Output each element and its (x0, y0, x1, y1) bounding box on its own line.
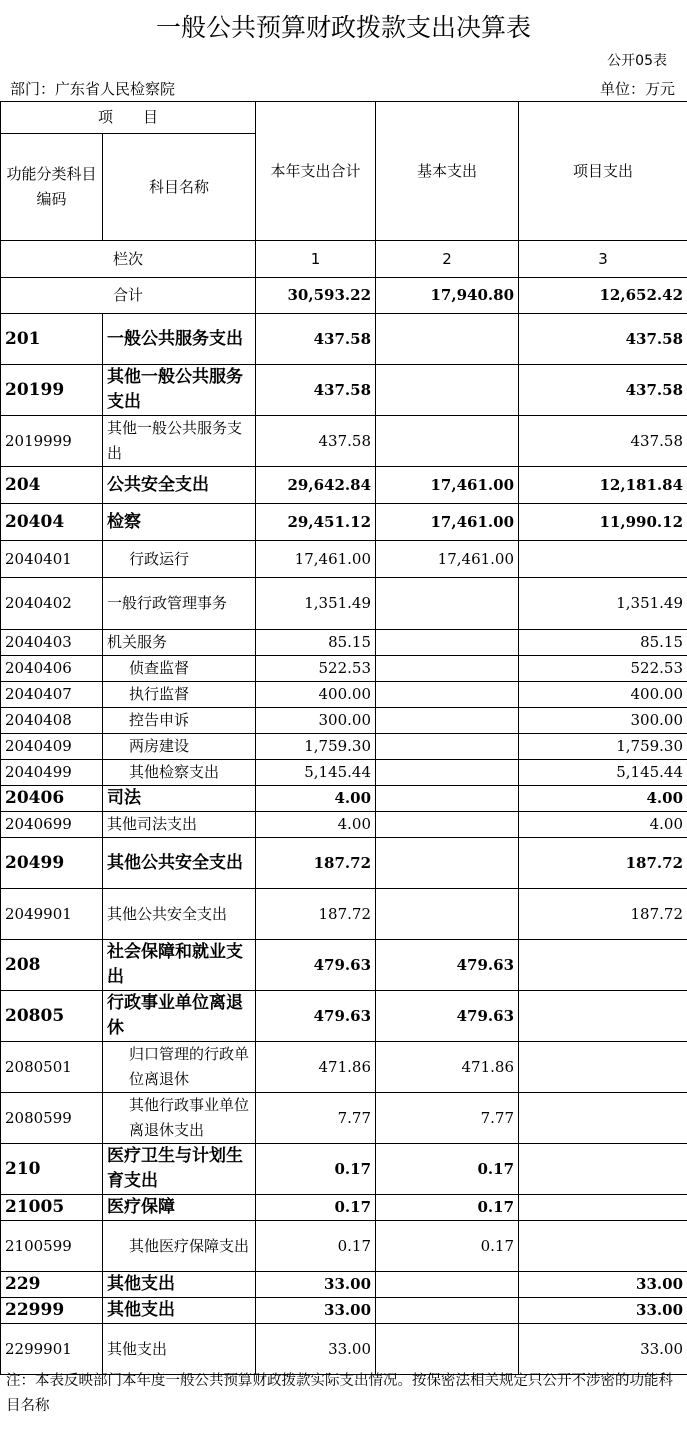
cell-project: 11,990.12 (519, 504, 687, 541)
cell-total: 187.72 (256, 889, 376, 940)
unit-label: 单位：万元 (599, 80, 675, 98)
cell-subject-name: 一般行政管理事务 (103, 578, 256, 630)
cell-code: 22999 (1, 1298, 103, 1324)
cell-basic: 17,461.00 (376, 467, 519, 504)
cell-basic (376, 682, 519, 708)
cell-code: 2040401 (1, 541, 103, 578)
cell-basic (376, 1324, 519, 1375)
cell-code: 229 (1, 1272, 103, 1298)
table-row (1, 889, 687, 940)
cell-code: 2080599 (1, 1093, 103, 1144)
cell-code: 20805 (1, 991, 103, 1042)
page-title: 一般公共预算财政拨款支出决算表 (155, 13, 531, 42)
cell-project: 33.00 (519, 1324, 687, 1375)
cell-total: 187.72 (256, 838, 376, 889)
sum-label: 合计 (1, 278, 256, 314)
header-project-expense: 项目支出 (519, 102, 687, 241)
cell-project (519, 1144, 687, 1195)
cell-basic (376, 416, 519, 467)
cell-subject-name: 一般公共服务支出 (103, 314, 256, 365)
cell-code: 21005 (1, 1195, 103, 1221)
cell-total: 300.00 (256, 708, 376, 734)
header-basic: 基本支出 (376, 102, 519, 241)
cell-basic (376, 786, 519, 812)
cell-subject-name: 医疗卫生与计划生育支出 (103, 1144, 256, 1195)
table-row (1, 416, 687, 467)
cell-total: 4.00 (256, 786, 376, 812)
cell-total: 5,145.44 (256, 760, 376, 786)
cell-code: 2040406 (1, 656, 103, 682)
department-label: 部门：广东省人民检察院 (10, 80, 176, 98)
table-row (1, 1272, 687, 1298)
cell-total: 1,759.30 (256, 734, 376, 760)
table-row (1, 1093, 687, 1144)
cell-subject-name: 侦查监督 (103, 656, 256, 682)
cell-project: 1,759.30 (519, 734, 687, 760)
cell-project: 85.15 (519, 630, 687, 656)
table-row (1, 940, 687, 991)
cell-basic (376, 812, 519, 838)
cell-code: 204 (1, 467, 103, 504)
cell-code: 2040407 (1, 682, 103, 708)
cell-total: 33.00 (256, 1324, 376, 1375)
cell-basic (376, 314, 519, 365)
cell-project: 12,181.84 (519, 467, 687, 504)
cell-subject-name: 其他支出 (103, 1272, 256, 1298)
cell-project: 400.00 (519, 682, 687, 708)
cell-project (519, 1042, 687, 1093)
cell-project: 522.53 (519, 656, 687, 682)
cell-total: 522.53 (256, 656, 376, 682)
cell-subject-name: 归口管理的行政单位离退休 (103, 1042, 256, 1093)
cell-project: 4.00 (519, 812, 687, 838)
cell-code: 20199 (1, 365, 103, 416)
table-row (1, 656, 687, 682)
cell-project: 187.72 (519, 889, 687, 940)
cell-code: 2019999 (1, 416, 103, 467)
column-index-label: 栏次 (1, 241, 256, 278)
cell-code: 210 (1, 1144, 103, 1195)
cell-code: 208 (1, 940, 103, 991)
cell-code: 2040409 (1, 734, 103, 760)
cell-subject-name: 其他一般公共服务支出 (103, 416, 256, 467)
cell-total: 0.17 (256, 1221, 376, 1272)
table-row (1, 365, 687, 416)
cell-subject-name: 行政运行 (103, 541, 256, 578)
cell-code: 2100599 (1, 1221, 103, 1272)
cell-code: 2299901 (1, 1324, 103, 1375)
cell-project: 437.58 (519, 365, 687, 416)
cell-code: 2040499 (1, 760, 103, 786)
cell-subject-name: 公共安全支出 (103, 467, 256, 504)
table-row (1, 314, 687, 365)
cell-code: 2040402 (1, 578, 103, 630)
column-index-1: 1 (256, 241, 376, 278)
table-row (1, 504, 687, 541)
cell-subject-name: 两房建设 (103, 734, 256, 760)
header-func-code: 功能分类科目编码 (1, 134, 103, 241)
cell-basic (376, 1272, 519, 1298)
cell-code: 2040408 (1, 708, 103, 734)
cell-project (519, 991, 687, 1042)
cell-basic (376, 365, 519, 416)
cell-code: 2040403 (1, 630, 103, 656)
cell-total: 85.15 (256, 630, 376, 656)
cell-basic (376, 1298, 519, 1324)
cell-basic (376, 578, 519, 630)
table-row (1, 734, 687, 760)
table-row (1, 786, 687, 812)
table-row (1, 467, 687, 504)
cell-subject-name: 其他公共安全支出 (103, 838, 256, 889)
cell-subject-name: 机关服务 (103, 630, 256, 656)
cell-subject-name: 其他一般公共服务支出 (103, 365, 256, 416)
cell-total: 0.17 (256, 1144, 376, 1195)
cell-total: 17,461.00 (256, 541, 376, 578)
cell-subject-name: 社会保障和就业支出 (103, 940, 256, 991)
footnote: 注：本表反映部门本年度一般公共预算财政拨款实际支出情况。按保密法相关规定只公开不涉密的功能科目名称 (6, 1373, 673, 1414)
cell-project: 187.72 (519, 838, 687, 889)
cell-project (519, 940, 687, 991)
cell-total: 7.77 (256, 1093, 376, 1144)
sum-total: 30,593.22 (256, 278, 376, 314)
table-row (1, 682, 687, 708)
cell-basic: 0.17 (376, 1144, 519, 1195)
table-row (1, 1144, 687, 1195)
cell-subject-name: 控告申诉 (103, 708, 256, 734)
table-row (1, 812, 687, 838)
cell-code: 201 (1, 314, 103, 365)
cell-project: 33.00 (519, 1298, 687, 1324)
expenditure-table (0, 101, 687, 1375)
cell-total: 29,451.12 (256, 504, 376, 541)
cell-total: 479.63 (256, 940, 376, 991)
cell-total: 33.00 (256, 1298, 376, 1324)
form-number: 公开05表 (607, 53, 667, 69)
table-row (1, 1298, 687, 1324)
table-row (1, 1195, 687, 1221)
cell-total: 479.63 (256, 991, 376, 1042)
table-row (1, 991, 687, 1042)
cell-total: 29,642.84 (256, 467, 376, 504)
cell-code: 2040699 (1, 812, 103, 838)
cell-total: 471.86 (256, 1042, 376, 1093)
table-row (1, 1042, 687, 1093)
cell-subject-name: 其他医疗保障支出 (103, 1221, 256, 1272)
cell-project: 437.58 (519, 416, 687, 467)
table-row (1, 838, 687, 889)
header-total: 本年支出合计 (256, 102, 376, 241)
cell-basic: 17,461.00 (376, 504, 519, 541)
cell-project (519, 1195, 687, 1221)
cell-basic: 17,461.00 (376, 541, 519, 578)
cell-basic (376, 838, 519, 889)
cell-subject-name: 其他支出 (103, 1298, 256, 1324)
cell-basic (376, 734, 519, 760)
cell-total: 400.00 (256, 682, 376, 708)
cell-project (519, 1093, 687, 1144)
table-row (1, 1221, 687, 1272)
cell-subject-name: 其他司法支出 (103, 812, 256, 838)
cell-code: 20404 (1, 504, 103, 541)
cell-subject-name: 医疗保障 (103, 1195, 256, 1221)
cell-project: 1,351.49 (519, 578, 687, 630)
cell-subject-name: 其他检察支出 (103, 760, 256, 786)
cell-project: 5,145.44 (519, 760, 687, 786)
cell-total: 0.17 (256, 1195, 376, 1221)
cell-code: 20406 (1, 786, 103, 812)
cell-subject-name: 其他支出 (103, 1324, 256, 1375)
cell-basic: 7.77 (376, 1093, 519, 1144)
cell-total: 33.00 (256, 1272, 376, 1298)
column-index-2: 2 (376, 241, 519, 278)
cell-code: 2049901 (1, 889, 103, 940)
cell-basic: 471.86 (376, 1042, 519, 1093)
cell-subject-name: 司法 (103, 786, 256, 812)
cell-project: 33.00 (519, 1272, 687, 1298)
table-row (1, 541, 687, 578)
cell-code: 20499 (1, 838, 103, 889)
table-row (1, 630, 687, 656)
table-row (1, 760, 687, 786)
cell-basic: 0.17 (376, 1195, 519, 1221)
cell-total: 437.58 (256, 365, 376, 416)
sum-project: 12,652.42 (519, 278, 687, 314)
cell-project (519, 541, 687, 578)
cell-basic (376, 656, 519, 682)
cell-total: 4.00 (256, 812, 376, 838)
cell-code: 2080501 (1, 1042, 103, 1093)
cell-subject-name: 执行监督 (103, 682, 256, 708)
cell-basic (376, 760, 519, 786)
column-index-3: 3 (519, 241, 687, 278)
cell-basic: 479.63 (376, 940, 519, 991)
table-row (1, 1324, 687, 1375)
cell-project (519, 1221, 687, 1272)
cell-subject-name: 行政事业单位离退休 (103, 991, 256, 1042)
cell-project: 4.00 (519, 786, 687, 812)
cell-basic (376, 630, 519, 656)
cell-total: 437.58 (256, 314, 376, 365)
table-row (1, 578, 687, 630)
cell-total: 437.58 (256, 416, 376, 467)
sum-basic: 17,940.80 (376, 278, 519, 314)
cell-basic: 479.63 (376, 991, 519, 1042)
cell-subject-name: 检察 (103, 504, 256, 541)
cell-project: 437.58 (519, 314, 687, 365)
cell-subject-name: 其他行政事业单位离退休支出 (103, 1093, 256, 1144)
cell-subject-name: 其他公共安全支出 (103, 889, 256, 940)
header-project: 项 目 (1, 102, 256, 134)
cell-project: 300.00 (519, 708, 687, 734)
table-row (1, 708, 687, 734)
cell-basic (376, 889, 519, 940)
cell-basic (376, 708, 519, 734)
cell-total: 1,351.49 (256, 578, 376, 630)
cell-basic: 0.17 (376, 1221, 519, 1272)
header-subject-name: 科目名称 (103, 134, 256, 241)
